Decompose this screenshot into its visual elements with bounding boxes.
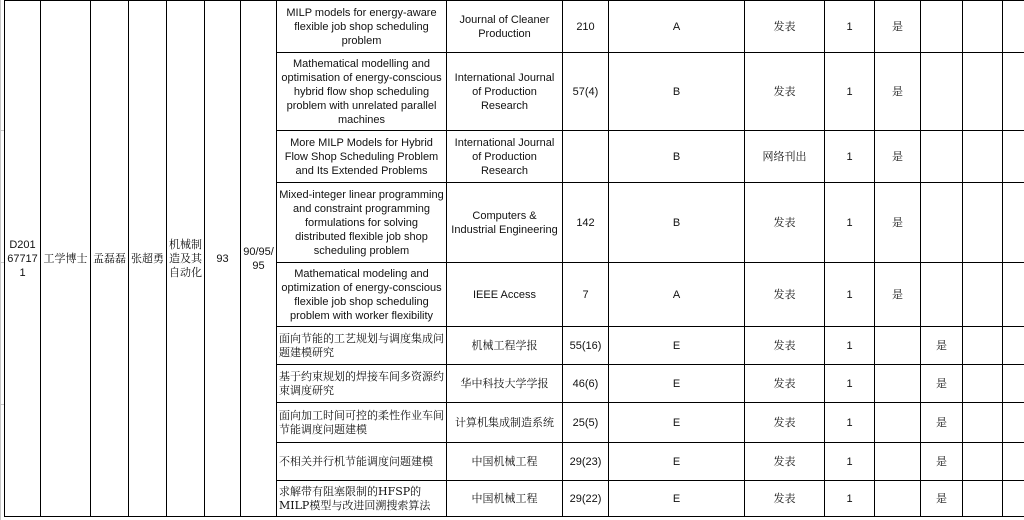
journal-cell[interactable]: 机械工程学报 [447, 327, 563, 365]
flag-a-cell[interactable] [875, 327, 921, 365]
empty-cell[interactable] [1003, 443, 1024, 481]
author-rank-cell[interactable]: 1 [825, 183, 875, 263]
journal-cell[interactable]: 计算机集成制造系统 [447, 403, 563, 443]
flag-a-cell[interactable] [875, 443, 921, 481]
flag-b-cell[interactable] [921, 53, 963, 131]
grade-cell[interactable]: E [609, 403, 745, 443]
flag-b-cell[interactable]: 是 [921, 365, 963, 403]
empty-cell[interactable] [963, 131, 1003, 183]
empty-cell[interactable] [963, 1, 1003, 53]
status-cell[interactable]: 网络刊出 [745, 131, 825, 183]
paper-title-cell[interactable]: 面向加工时间可控的柔性作业车间节能调度问题建模 [277, 403, 447, 443]
paper-title-cell[interactable]: 面向节能的工艺规划与调度集成问题建模研究 [277, 327, 447, 365]
empty-cell[interactable] [1003, 131, 1024, 183]
volume-cell[interactable]: 25(5) [563, 403, 609, 443]
flag-a-cell[interactable]: 是 [875, 53, 921, 131]
journal-cell[interactable]: 中国机械工程 [447, 481, 563, 517]
volume-cell[interactable]: 210 [563, 1, 609, 53]
author-rank-cell[interactable]: 1 [825, 481, 875, 517]
paper-title-cell[interactable]: MILP models for energy-aware flexible job shop scheduling problem [277, 1, 447, 53]
flag-a-cell[interactable]: 是 [875, 263, 921, 327]
status-cell[interactable]: 发表 [745, 263, 825, 327]
journal-cell[interactable]: 华中科技大学学报 [447, 365, 563, 403]
author-rank-cell[interactable]: 1 [825, 131, 875, 183]
status-cell[interactable]: 发表 [745, 327, 825, 365]
volume-cell[interactable]: 29(22) [563, 481, 609, 517]
degree-cell[interactable]: 工学博士 [41, 1, 91, 517]
paper-title-cell[interactable]: 求解带有阻塞限制的HFSP的MILP模型与改进回溯搜索算法 [277, 481, 447, 517]
status-cell[interactable]: 发表 [745, 481, 825, 517]
author-rank-cell[interactable]: 1 [825, 403, 875, 443]
row-header-edge [0, 0, 1, 520]
volume-cell[interactable]: 55(16) [563, 327, 609, 365]
grade-cell[interactable]: A [609, 263, 745, 327]
flag-b-cell[interactable]: 是 [921, 481, 963, 517]
flag-a-cell[interactable]: 是 [875, 183, 921, 263]
volume-cell[interactable]: 29(23) [563, 443, 609, 481]
flag-a-cell[interactable]: 是 [875, 131, 921, 183]
journal-cell[interactable]: International Journal of Production Research [447, 131, 563, 183]
status-cell[interactable]: 发表 [745, 183, 825, 263]
flag-b-cell[interactable]: 是 [921, 443, 963, 481]
status-cell[interactable]: 发表 [745, 443, 825, 481]
flag-a-cell[interactable]: 是 [875, 1, 921, 53]
paper-title-cell[interactable]: More MILP Models for Hybrid Flow Shop Scheduling Problem and Its Extended Problems [277, 131, 447, 183]
journal-cell[interactable]: Journal of Cleaner Production [447, 1, 563, 53]
journal-cell[interactable]: International Journal of Production Research [447, 53, 563, 131]
volume-cell[interactable]: 57(4) [563, 53, 609, 131]
paper-title-cell[interactable]: 基于约束规划的焊接车间多资源约束调度研究 [277, 365, 447, 403]
empty-cell[interactable] [1003, 403, 1024, 443]
student-id-cell[interactable]: D201677171 [5, 1, 41, 517]
empty-cell[interactable] [1003, 183, 1024, 263]
volume-cell[interactable]: 142 [563, 183, 609, 263]
paper-title-cell[interactable]: Mixed-integer linear programming and constraint programming formulations for solving distributed flexible job shop scheduling problem [277, 183, 447, 263]
flag-a-cell[interactable] [875, 365, 921, 403]
grade-cell[interactable]: B [609, 53, 745, 131]
student-name-cell[interactable]: 孟磊磊 [91, 1, 129, 517]
empty-cell[interactable] [1003, 53, 1024, 131]
volume-cell[interactable]: 46(6) [563, 365, 609, 403]
status-cell[interactable]: 发表 [745, 403, 825, 443]
volume-cell[interactable] [563, 131, 609, 183]
journal-cell[interactable]: 中国机械工程 [447, 443, 563, 481]
grade-cell[interactable]: B [609, 131, 745, 183]
empty-cell[interactable] [963, 481, 1003, 517]
status-cell[interactable]: 发表 [745, 53, 825, 131]
flag-a-cell[interactable] [875, 403, 921, 443]
empty-cell[interactable] [963, 263, 1003, 327]
empty-cell[interactable] [963, 443, 1003, 481]
table-row [5, 1, 1024, 53]
journal-cell[interactable]: IEEE Access [447, 263, 563, 327]
journal-cell[interactable]: Computers & Industrial Engineering [447, 183, 563, 263]
empty-cell[interactable] [963, 327, 1003, 365]
empty-cell[interactable] [1003, 327, 1024, 365]
grade-cell[interactable]: E [609, 327, 745, 365]
grade-cell[interactable]: A [609, 1, 745, 53]
empty-cell[interactable] [1003, 365, 1024, 403]
flag-b-cell[interactable] [921, 263, 963, 327]
advisor-cell[interactable]: 张超勇 [129, 1, 167, 517]
grade-cell[interactable]: B [609, 183, 745, 263]
flag-b-cell[interactable]: 是 [921, 327, 963, 365]
status-cell[interactable]: 发表 [745, 1, 825, 53]
author-rank-cell[interactable]: 1 [825, 1, 875, 53]
empty-cell[interactable] [1003, 1, 1024, 53]
author-rank-cell[interactable]: 1 [825, 365, 875, 403]
paper-title-cell[interactable]: Mathematical modelling and optimisation of energy-conscious hybrid flow shop scheduling problem with unrelated parallel machines [277, 53, 447, 131]
major-cell[interactable]: 机械制造及其自动化 [167, 1, 205, 517]
paper-title-cell[interactable]: Mathematical modeling and optimization of energy-conscious flexible job shop scheduling problem with worker flexibility [277, 263, 447, 327]
paper-table [4, 0, 1024, 517]
status-cell[interactable]: 发表 [745, 365, 825, 403]
empty-cell[interactable] [1003, 263, 1024, 327]
flag-b-cell[interactable] [921, 1, 963, 53]
empty-cell[interactable] [963, 403, 1003, 443]
volume-cell[interactable]: 7 [563, 263, 609, 327]
flag-a-cell[interactable] [875, 481, 921, 517]
empty-cell[interactable] [963, 183, 1003, 263]
grade-cell[interactable]: E [609, 443, 745, 481]
grade-cell[interactable]: E [609, 481, 745, 517]
flag-b-cell[interactable] [921, 131, 963, 183]
grade-cell[interactable]: E [609, 365, 745, 403]
paper-title-cell[interactable]: 不相关并行机节能调度问题建模 [277, 443, 447, 481]
author-rank-cell[interactable]: 1 [825, 263, 875, 327]
empty-cell[interactable] [963, 365, 1003, 403]
score-breakdown-cell[interactable]: 90/95/95 [241, 1, 277, 517]
flag-b-cell[interactable] [921, 183, 963, 263]
author-rank-cell[interactable]: 1 [825, 53, 875, 131]
author-rank-cell[interactable]: 1 [825, 327, 875, 365]
score-total-cell[interactable]: 93 [205, 1, 241, 517]
flag-b-cell[interactable]: 是 [921, 403, 963, 443]
author-rank-cell[interactable]: 1 [825, 443, 875, 481]
empty-cell[interactable] [963, 53, 1003, 131]
empty-cell[interactable] [1003, 481, 1024, 517]
